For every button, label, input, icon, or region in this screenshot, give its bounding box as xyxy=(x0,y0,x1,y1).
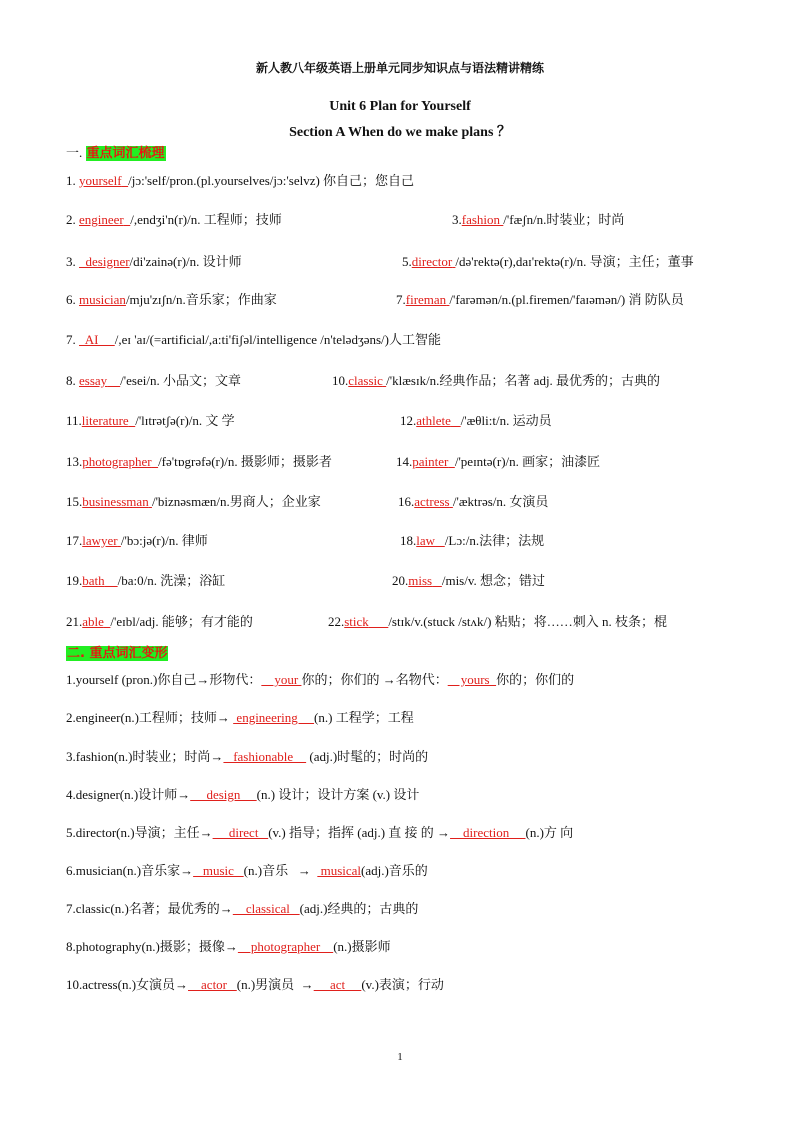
answer-engineer: engineer xyxy=(79,212,124,227)
page-header: 新人教八年级英语上册单元同步知识点与语法精讲精练 xyxy=(255,61,544,75)
answer-athlete: athlete xyxy=(416,413,451,428)
vocab-item-10 xyxy=(332,371,660,391)
item-number: 13. xyxy=(66,454,83,469)
section-label: 重点词汇梳理 xyxy=(86,146,165,161)
item-number: 21. xyxy=(66,614,83,629)
item-number: 20. xyxy=(392,573,409,588)
answer-bath: bath xyxy=(82,573,105,588)
vocab-item-22 xyxy=(328,612,667,632)
form-item-3: 3.fashion(n.)时装业；时尚→ fashionable (adj.)时髦的；时尚的 xyxy=(66,749,429,764)
form-item-2: 2.engineer(n.)工程师；技师→ engineering (n.) 工程学；工程 xyxy=(66,710,414,725)
form-item-1: 1.yourself (pron.)你自己→形物代： your 你的；你们的 →名物代： yours 你的；你们的 xyxy=(66,672,575,687)
item-number: 6. xyxy=(66,292,76,307)
vocab-item-1 xyxy=(66,171,414,191)
form-item-5: 5.director(n.)导演；主任→ direct (v.) 指导；指挥 (adj.) 直 接 的 → direction (n.)方 向 xyxy=(66,825,574,840)
vocab-item-16 xyxy=(398,492,548,512)
vocab-item-8 xyxy=(66,330,441,350)
item-text: /,eɪ 'aɪ/(=artificial/,a:ti'fiʃəl/intelligence /n'telədʒəns/)人工智能 xyxy=(114,332,441,347)
item-text: /'biznəsmæn/n.男商人；企业家 xyxy=(151,494,321,509)
answer-fashion: fashion xyxy=(461,212,501,227)
answer-your: your xyxy=(261,672,302,687)
answer-businessman: businessman xyxy=(82,494,149,509)
section-heading-forms xyxy=(66,642,168,661)
answer-musical: musical xyxy=(317,863,362,878)
item-number: 19. xyxy=(66,573,83,588)
item-text: /jɔ:'self/pron.(pl.yourselves/jɔ:'selvz) 你自己；您自己 xyxy=(128,173,415,188)
item-number: 5. xyxy=(402,254,412,269)
answer-fireman: fireman xyxy=(405,292,447,307)
answer-engineering: engineering xyxy=(233,710,315,725)
answer-direct: direct xyxy=(212,825,269,840)
vocab-item-7 xyxy=(396,290,684,310)
answer-designer: designer xyxy=(79,254,130,269)
item-text: /'æθli:t/n. 运动员 xyxy=(460,413,552,428)
item-number: 18. xyxy=(400,533,417,548)
answer-music: music xyxy=(193,863,244,878)
vocab-item-12 xyxy=(400,411,552,431)
item-text: /ba:0/n. 洗澡；浴缸 xyxy=(117,573,226,588)
answer-director: director xyxy=(411,254,453,269)
item-number: 10. xyxy=(332,373,349,388)
answer-classical: classical xyxy=(232,901,300,916)
vocab-item-13 xyxy=(66,452,332,472)
form-item-4: 4.designer(n.)设计师→ design (n.) 设计；设计方案 (v.) 设计 xyxy=(66,787,420,802)
section-title: Section A When do we make plans ？ xyxy=(289,125,511,140)
item-text: /'peɪntə(r)/n. 画家；油漆匠 xyxy=(454,454,601,469)
answer-fashionable: fashionable xyxy=(223,749,307,764)
section-heading-vocab xyxy=(66,142,166,161)
form-item-8: 8.photography(n.)摄影；摄像→ photographer (n.)摄影师 xyxy=(66,939,391,954)
answer-direction: direction xyxy=(450,825,526,840)
vocab-item-20 xyxy=(392,571,545,591)
item-text: /'farəmən/n.(pl.firemen/'faɪəmən/) 消 防队员 xyxy=(449,292,684,307)
item-number: 8. xyxy=(66,373,76,388)
item-number: 16. xyxy=(398,494,415,509)
vocab-item-5 xyxy=(402,252,694,272)
vocab-item-14 xyxy=(396,452,600,472)
item-number: 1. xyxy=(66,173,76,188)
answer-classic: classic xyxy=(348,373,383,388)
item-number: 3. xyxy=(66,254,76,269)
item-text: /'esei/n. 小品文；文章 xyxy=(120,373,241,388)
vocab-item-18 xyxy=(400,531,544,551)
item-text: /'æktrəs/n. 女演员 xyxy=(452,494,549,509)
vocab-item-17 xyxy=(66,531,208,551)
item-text: /'fæʃn/n.时装业；时尚 xyxy=(503,212,625,227)
vocab-item-15 xyxy=(66,492,321,512)
answer-musician: musician xyxy=(79,292,126,307)
unit-title: Unit 6 Plan for Yourself xyxy=(329,99,471,114)
item-text: /Lɔ:/n.法律；法规 xyxy=(444,533,545,548)
answer-act: act xyxy=(313,977,362,992)
form-item-6: 6.musician(n.)音乐家→ music (n.)音乐 → musical(adj.)音乐的 xyxy=(66,863,428,878)
item-text: /,endʒi'n(r)/n. 工程师；技师 xyxy=(130,212,282,227)
item-text: /'eɪbl/adj. 能够；有才能的 xyxy=(110,614,253,629)
item-number: 17. xyxy=(66,533,83,548)
vocab-item-19 xyxy=(66,571,225,591)
answer-essay: essay xyxy=(79,373,108,388)
item-text: /də'rektə(r),daɪ'rektə(r)/n. 导演；主任；董事 xyxy=(455,254,694,269)
answer-painter: painter xyxy=(412,454,449,469)
vocab-item-11 xyxy=(66,411,235,431)
item-number: 3. xyxy=(452,212,462,227)
item-number: 2. xyxy=(66,212,76,227)
item-text: /stɪk/v.(stuck /stʌk/) 粘贴；将……刺入 n. 枝条；棍 xyxy=(388,614,667,629)
item-text: /mju'zɪʃn/n.音乐家；作曲家 xyxy=(125,292,277,307)
item-text: /'bɔ:jə(r)/n. 律师 xyxy=(120,533,208,548)
form-item-10: 10.actress(n.)女演员→ actor (n.)男演员 → act (v.)表演；行动 xyxy=(66,977,444,992)
item-text: /'lɪtrətʃə(r)/n. 文 学 xyxy=(135,413,235,428)
item-number: 15. xyxy=(66,494,83,509)
answer-lawyer: lawyer xyxy=(82,533,118,548)
vocab-item-9 xyxy=(66,371,241,391)
answer-law: law xyxy=(416,533,436,548)
vocab-item-2 xyxy=(66,210,282,230)
answer-actor: actor xyxy=(188,977,237,992)
answer-miss: miss xyxy=(408,573,433,588)
item-number: 7. xyxy=(396,292,406,307)
answer-actress: actress xyxy=(414,494,450,509)
answer-stick: stick xyxy=(344,614,369,629)
item-text: /mis/v. 想念；错过 xyxy=(441,573,546,588)
vocab-item-3 xyxy=(452,210,624,230)
item-number: 12. xyxy=(400,413,417,428)
item-number: 7. xyxy=(66,332,76,347)
page-number: 1 xyxy=(397,1051,403,1063)
item-text: /di'zainə(r)/n. 设计师 xyxy=(129,254,242,269)
vocab-item-21 xyxy=(66,612,253,632)
item-number: 22. xyxy=(328,614,345,629)
answer-photographer: photographer xyxy=(82,454,152,469)
item-number: 14. xyxy=(396,454,413,469)
item-text: /'klæsɪk/n.经典作品；名著 adj. 最优秀的；古典的 xyxy=(386,373,661,388)
answer-yourself: yourself xyxy=(79,173,122,188)
section-label: 二. 重点词汇变形 xyxy=(67,646,168,661)
answer-able: able xyxy=(82,614,104,629)
vocab-item-6 xyxy=(66,290,277,310)
answer-literature: literature xyxy=(81,413,129,428)
item-number: 11. xyxy=(66,413,82,428)
vocab-item-4 xyxy=(66,252,242,272)
answer-yours: yours xyxy=(447,672,497,687)
section-number: 一. xyxy=(66,145,83,160)
form-item-7: 7.classic(n.)名著；最优秀的→ classical (adj.)经典的；古典的 xyxy=(66,901,419,916)
answer-design: design xyxy=(190,787,257,802)
item-text: /fə'tɒgrəfə(r)/n. 摄影师；摄影者 xyxy=(158,454,332,469)
answer-ai: AI xyxy=(79,332,115,347)
answer-photographer-form: photographer xyxy=(237,939,334,954)
